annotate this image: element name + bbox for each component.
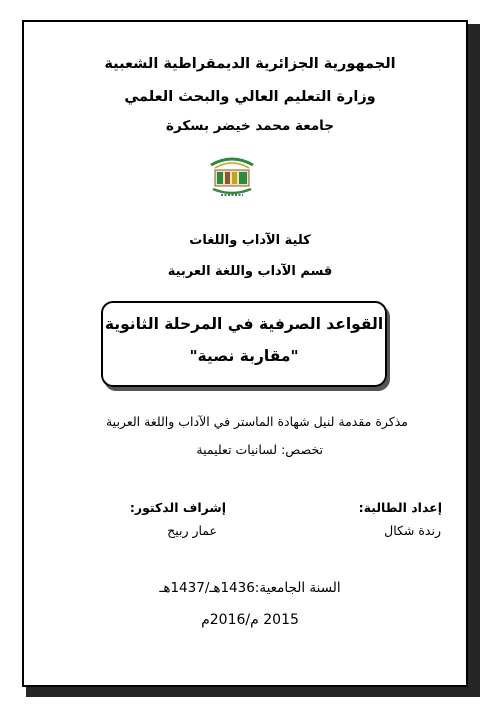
republic-heading: الجمهورية الجزائرية الديمقراطية الشعبية	[104, 56, 396, 72]
faculty-name: كلية الآداب واللغات	[189, 233, 311, 248]
thesis-title-line2: "مقاربة نصية"	[189, 347, 299, 365]
thesis-title-line1: القواعد الصرفية في المرحلة الثانوية	[104, 315, 384, 333]
student-label: إعداد الطالبة:	[358, 500, 442, 515]
student-name: رندة شكال	[384, 523, 441, 538]
academic-year-gregorian: 2015 م/2016م	[201, 612, 299, 628]
department-name: قسم الآداب واللغة العربية	[167, 264, 333, 279]
supervisor-label: إشراف الدكتور:	[129, 500, 226, 515]
university-seal-icon	[207, 153, 257, 201]
memo-specialization: تخصص: لسانيات تعليمية	[196, 442, 323, 457]
memo-purpose: مذكرة مقدمة لنيل شهادة الماستر في الآداب واللغة العربية	[105, 414, 408, 429]
ministry-heading: وزارة التعليم العالي والبحث العلمي	[124, 89, 376, 105]
university-heading: جامعة محمد خيضر بسكرة	[166, 118, 334, 134]
page-shadow-bottom	[26, 687, 480, 697]
academic-year-hijri: السنة الجامعية:1436هـ/1437هـ	[159, 580, 341, 596]
thesis-title-box	[101, 301, 387, 387]
supervisor-name: عمار ربيح	[167, 523, 217, 538]
